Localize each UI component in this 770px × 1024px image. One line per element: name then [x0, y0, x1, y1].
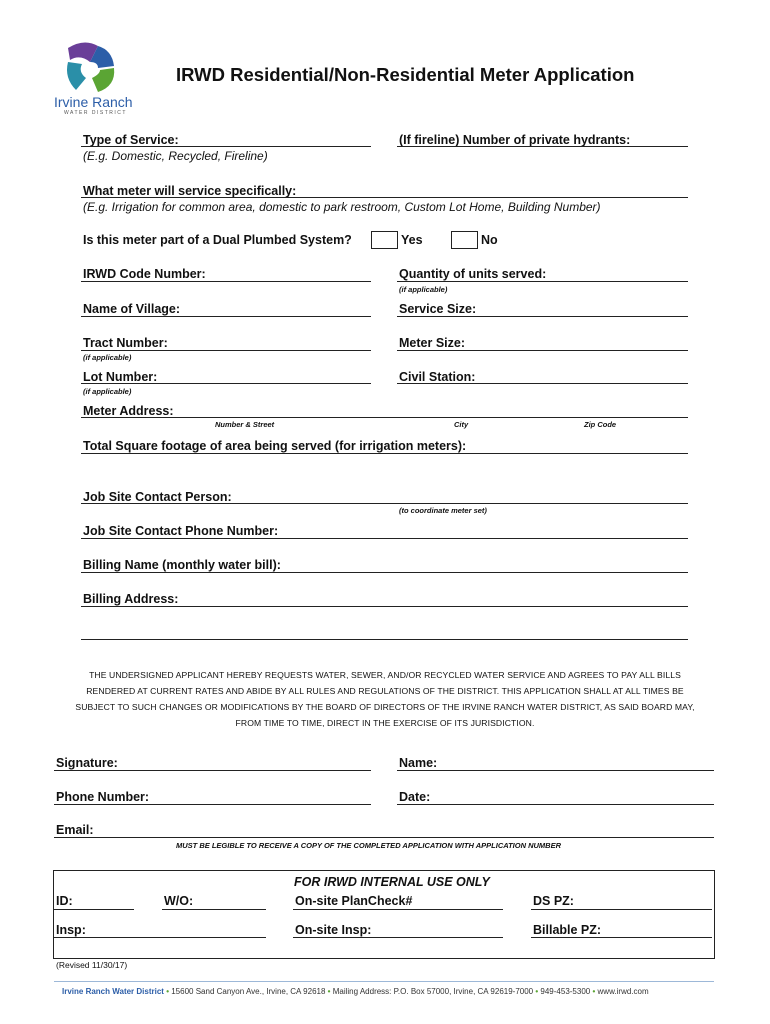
- name-field[interactable]: [397, 770, 714, 771]
- internal-use-title: FOR IRWD INTERNAL USE ONLY: [294, 875, 490, 889]
- id-label: ID:: [56, 894, 73, 908]
- lot-label: Lot Number:: [83, 370, 158, 384]
- logo-name: Irvine Ranch: [54, 94, 133, 110]
- date-label: Date:: [399, 790, 431, 804]
- email-note: MUST BE LEGIBLE TO RECEIVE A COPY OF THE COMPLETED APPLICATION WITH APPLICATION NUMBER: [176, 841, 562, 850]
- insp-label: Insp:: [56, 923, 86, 937]
- footer-sep-1: •: [166, 987, 169, 996]
- tract-label: Tract Number:: [83, 336, 168, 350]
- email-field[interactable]: [54, 837, 714, 838]
- meter-size-field[interactable]: [397, 350, 688, 351]
- footer-web[interactable]: www.irwd.com: [597, 987, 649, 996]
- quantity-units-label: Quantity of units served:: [399, 267, 547, 281]
- ds-pz-label: DS PZ:: [533, 894, 574, 908]
- internal-use-box: [53, 870, 715, 959]
- dual-plumbed-label: Is this meter part of a Dual Plumbed System?: [83, 233, 352, 247]
- name-label: Name:: [399, 756, 438, 770]
- meter-size-label: Meter Size:: [399, 336, 465, 350]
- billing-name-field[interactable]: [81, 572, 688, 573]
- footer-sep-2: •: [327, 987, 331, 996]
- onsite-insp-field[interactable]: [293, 937, 503, 938]
- ds-pz-field[interactable]: [531, 909, 712, 910]
- phone-field[interactable]: [54, 804, 371, 805]
- coordinate-note: (to coordinate meter set): [399, 506, 487, 515]
- contact-person-field[interactable]: [81, 503, 688, 504]
- meter-service-label: What meter will service specifically:: [83, 184, 297, 198]
- no-checkbox[interactable]: [451, 231, 478, 249]
- phone-label: Phone Number:: [56, 790, 150, 804]
- id-field[interactable]: [54, 909, 134, 910]
- yes-checkbox[interactable]: [371, 231, 398, 249]
- footer-sep-4: •: [592, 987, 596, 996]
- wo-field[interactable]: [162, 909, 266, 910]
- footer-address: 15600 Sand Canyon Ave., Irvine, CA 92618: [171, 987, 326, 996]
- signature-field[interactable]: [54, 770, 371, 771]
- footer-phone: 949-453-5300: [540, 987, 591, 996]
- billing-address-field-2[interactable]: [81, 639, 688, 640]
- square-footage-label: Total Square footage of area being served (for irrigation meters):: [83, 439, 467, 453]
- revised-date: (Revised 11/30/17): [56, 960, 128, 970]
- insp-field[interactable]: [54, 937, 266, 938]
- village-label: Name of Village:: [83, 302, 181, 316]
- footer-contact: [62, 987, 649, 996]
- billable-pz-label: Billable PZ:: [533, 923, 602, 937]
- number-street-caption: Number & Street: [215, 420, 275, 429]
- hydrants-field[interactable]: [397, 146, 688, 147]
- no-label: No: [481, 233, 498, 247]
- legal-line-4: FROM TIME TO TIME, DIRECT IN THE EXERCISE OF ITS JURISDICTION.: [235, 718, 535, 728]
- type-of-service-hint: (E.g. Domestic, Recycled, Fireline): [83, 149, 268, 163]
- type-of-service-label: Type of Service:: [83, 133, 179, 147]
- legal-line-3: SUBJECT TO SUCH CHANGES OR MODIFICATIONS BY THE BOARD OF DIRECTORS OF THE IRVINE RANCH WATER DISTRICT, AS SAID BOARD MAY,: [75, 702, 695, 712]
- legal-agreement: [40, 667, 730, 731]
- footer-rule: [54, 981, 714, 982]
- email-label: Email:: [56, 823, 94, 837]
- onsite-insp-label: On-site Insp:: [295, 923, 372, 937]
- contact-person-label: Job Site Contact Person:: [83, 490, 232, 504]
- square-footage-field[interactable]: [81, 453, 688, 454]
- type-of-service-field[interactable]: [81, 146, 371, 147]
- footer-sep-3: •: [535, 987, 539, 996]
- contact-phone-field[interactable]: [81, 538, 688, 539]
- hydrants-label: (If fireline) Number of private hydrants:: [399, 133, 631, 147]
- irwd-logo: [54, 40, 136, 116]
- meter-address-label: Meter Address:: [83, 404, 174, 418]
- city-caption: City: [454, 420, 469, 429]
- plancheck-field[interactable]: [293, 909, 503, 910]
- meter-service-hint: (E.g. Irrigation for common area, domestic to park restroom, Custom Lot Home, Building Number): [83, 200, 601, 214]
- tract-field[interactable]: [81, 350, 371, 351]
- service-size-label: Service Size:: [399, 302, 477, 316]
- quantity-if-applicable: (if applicable): [399, 285, 448, 294]
- date-field[interactable]: [397, 804, 714, 805]
- billing-address-field[interactable]: [81, 606, 688, 607]
- billable-pz-field[interactable]: [531, 937, 712, 938]
- zip-caption: Zip Code: [584, 420, 617, 429]
- page-title: IRWD Residential/Non-Residential Meter Application: [176, 64, 635, 85]
- logo-subtitle: WATER DISTRICT: [64, 110, 127, 116]
- tract-if-applicable: (if applicable): [83, 353, 132, 362]
- civil-station-field[interactable]: [397, 383, 688, 384]
- contact-phone-label: Job Site Contact Phone Number:: [83, 524, 279, 538]
- service-size-field[interactable]: [397, 316, 688, 317]
- billing-address-label: Billing Address:: [83, 592, 179, 606]
- wo-label: W/O:: [164, 894, 194, 908]
- legal-line-2: RENDERED AT CURRENT RATES AND ABIDE BY ALL RULES AND REGULATIONS OF THE DISTRICT. THIS APPLICATION SHALL AT ALL TIMES BE: [86, 686, 684, 696]
- quantity-units-field[interactable]: [397, 281, 688, 282]
- footer-mailing: Mailing Address: P.O. Box 57000, Irvine, CA 92619-7000: [332, 987, 534, 996]
- lot-field[interactable]: [81, 383, 371, 384]
- village-field[interactable]: [81, 316, 371, 317]
- legal-line-1: THE UNDERSIGNED APPLICANT HEREBY REQUESTS WATER, SEWER, AND/OR RECYCLED WATER SERVICE AND AGREES TO PAY ALL BILLS: [89, 670, 681, 680]
- billing-name-label: Billing Name (monthly water bill):: [83, 558, 281, 572]
- footer-org: Irvine Ranch Water District: [62, 987, 164, 996]
- irwd-code-label: IRWD Code Number:: [83, 267, 206, 281]
- yes-label: Yes: [401, 233, 423, 247]
- irwd-logo-icon: [54, 40, 136, 96]
- lot-if-applicable: (if applicable): [83, 387, 132, 396]
- plancheck-label: On-site PlanCheck#: [295, 894, 413, 908]
- signature-label: Signature:: [56, 756, 118, 770]
- meter-address-field[interactable]: [81, 417, 688, 418]
- meter-service-field[interactable]: [81, 197, 688, 198]
- irwd-code-field[interactable]: [81, 281, 371, 282]
- civil-station-label: Civil Station:: [399, 370, 476, 384]
